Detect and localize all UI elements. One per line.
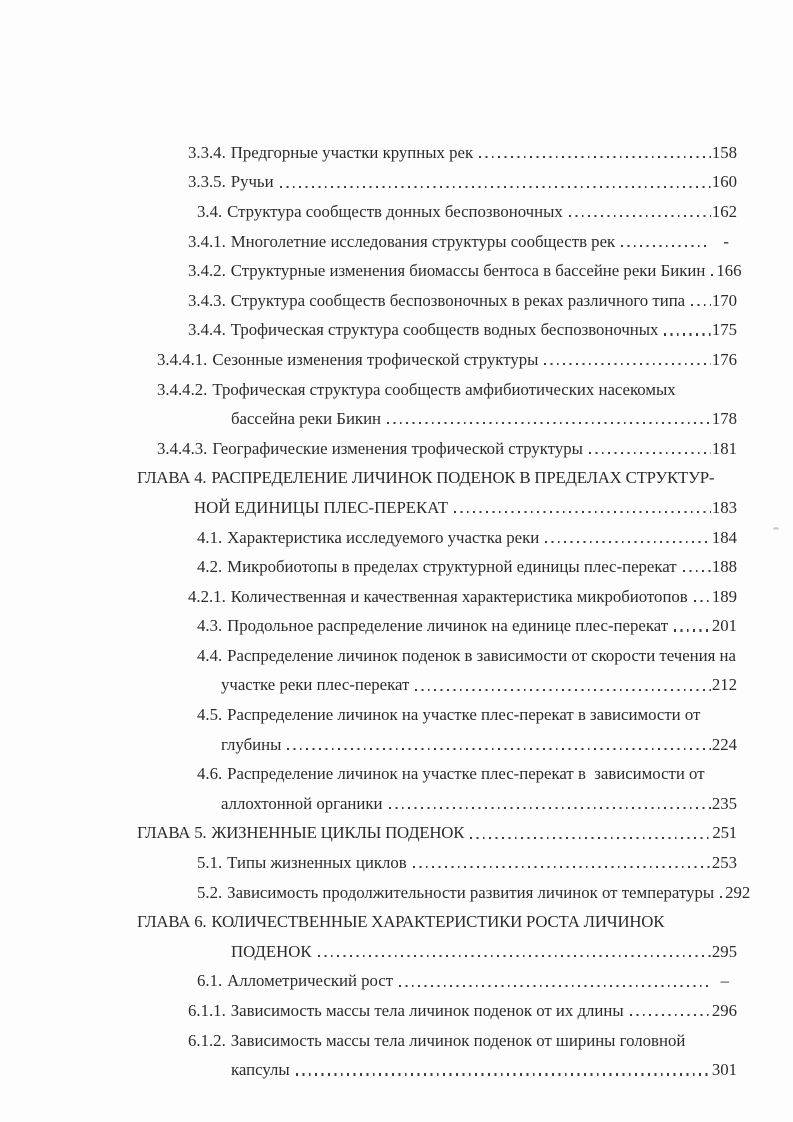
dot-leader [479,156,711,158]
toc-entry [0,1020,737,1050]
toc-entry [0,842,737,872]
toc-entry [0,990,737,1020]
toc-entry-title: РАСПРЕДЕЛЕНИЕ ЛИЧИНОК ПОДЕНОК В ПРЕДЕЛАХ СТРУКТУР- [211,468,715,488]
toc-entry-title: Предгорные участки крупных рек [230,142,474,162]
toc-entry-number: 6.1.2. [188,1030,226,1050]
toc-entry-number: 4.5. [197,705,223,725]
toc-entry [0,369,737,399]
toc-entry-number: 3.4. [197,201,223,221]
toc-entry [0,398,737,428]
toc-entry-page: 251 [712,823,737,843]
dot-leader [544,363,710,365]
dot-leader [569,215,711,217]
dot-leader [454,511,711,513]
toc-entry-number: 3.4.4.1. [157,349,208,369]
toc-entry-title: Аллометрический рост [227,971,394,991]
dot-leader [413,866,711,868]
toc-entry [0,132,737,162]
toc-entry-title: Структурные изменения биомассы бентоса в бассейне реки Бикин [230,261,706,281]
toc-entry-page: 160 [711,172,737,192]
toc-entry-number: 3.3.4. [188,142,226,162]
toc-entry-page: 253 [711,853,737,873]
toc-entry [0,753,737,783]
dot-leader [387,422,711,424]
toc-entry [0,961,737,991]
toc-entry-page: 189 [711,586,737,606]
toc-entry [0,221,737,251]
toc-entry-number: 4.3. [197,616,223,636]
toc-entry-title: Количественная и качественная характеристика микробиотопов [230,586,688,606]
toc-entry-title: Продольное распределение личинок на единице плес-перекат [227,616,669,636]
toc-entry [0,665,737,695]
toc-entry-number: 4.4. [197,645,223,665]
dot-leader [545,541,711,543]
toc-entry-title: Сезонные изменения трофической структуры [212,349,539,369]
dot-leader [664,333,710,335]
toc-entry-number: 3.4.4. [188,320,226,340]
toc-entry-page: 188 [711,557,737,577]
dot-leader [589,452,711,454]
toc-entry-number: 3.4.3. [188,290,226,310]
toc-entry-number: 4.1. [197,527,223,547]
toc-entry [0,1049,737,1079]
toc-entry-title: ПОДЕНОК [231,941,312,961]
toc-entry-page: 184 [711,527,737,547]
toc-entry-number: 3.4.1. [188,231,226,251]
toc-entry-page: 176 [711,349,737,369]
toc-entry-number: ГЛАВА 5. [137,823,207,843]
toc-entry [0,724,737,754]
toc-entry [0,310,737,340]
toc-entry-page: 212 [711,675,737,695]
toc-entry-page: – [720,971,729,991]
toc-entry-number: ГЛАВА 6. [137,912,207,932]
toc-entry-page: 178 [711,409,737,429]
dot-leader [683,570,711,572]
toc-entry-title: Структура сообществ донных беспозвоночных [227,201,563,221]
dot-leader [470,837,711,839]
toc-entry-page: 181 [711,438,737,458]
dot-leader [389,807,711,809]
toc-entry [0,546,737,576]
dot-leader [621,245,710,247]
toc-entry [0,517,737,547]
toc-entry-title: участке реки плес-перекат [221,675,410,695]
dot-leader [711,274,715,276]
dot-leader [415,689,710,691]
toc-entry [0,339,737,369]
toc-entry-title: бассейна реки Бикин [231,409,382,429]
toc-entry-number: 3.4.4.2. [157,379,208,399]
toc-entry-title: ЖИЗНЕННЫЕ ЦИКЛЫ ПОДЕНОК [211,823,465,843]
toc-entry [0,576,737,606]
toc-entry-page: 158 [711,142,737,162]
toc-entry-page: 166 [716,261,742,281]
toc-entry [0,458,737,488]
toc-entry [0,783,737,813]
dot-leader [399,985,707,987]
toc-entry-title: Географические изменения трофической структуры [212,438,583,458]
toc-entry-number: 6.1. [197,971,223,991]
toc-entry [0,813,737,843]
toc-entry-page: 301 [711,1060,737,1080]
toc-entry-title: Структура сообществ беспозвоночных в реках различного типа [230,290,686,310]
toc-entry-title: Зависимость массы тела личинок поденок от ширины головной [230,1030,686,1050]
toc-entry [0,931,737,961]
toc-list [0,132,751,1080]
toc-entry [0,694,737,724]
toc-entry-number: 5.2. [197,882,223,902]
toc-entry [0,872,751,902]
toc-entry-page: 183 [711,497,737,517]
toc-entry-page: 201 [711,616,737,636]
dot-leader [720,896,724,898]
toc-entry-title: Зависимость массы тела личинок поденок от их длины [230,1001,624,1021]
dot-leader [296,1073,711,1075]
toc-entry-title: Трофическая структура сообществ водных беспозвоночных [230,320,659,340]
toc-entry-page: 292 [725,882,751,902]
dot-leader [691,304,711,306]
toc-entry [0,606,737,636]
toc-entry-number: 5.1. [197,853,223,873]
toc-entry-page: 296 [711,1001,737,1021]
toc-entry-page: 175 [711,320,737,340]
toc-entry-page: - [723,231,729,251]
toc-entry-title: глубины [221,734,282,754]
dot-leader [630,1014,711,1016]
dot-leader [280,186,711,188]
toc-entry [0,162,737,192]
toc-entry-title: КОЛИЧЕСТВЕННЫЕ ХАРАКТЕРИСТИКИ РОСТА ЛИЧИНОК [211,912,665,932]
toc-entry-page: 224 [711,734,737,754]
toc-entry [0,250,742,281]
toc-entry-number: 6.1.1. [188,1001,226,1021]
toc-entry-title: Ручьи [230,172,274,192]
toc-entry-number: 3.3.5. [188,172,226,192]
toc-entry [0,487,737,517]
toc-entry [0,280,737,310]
toc-entry-title: Трофическая структура сообществ амфибиотических насекомых [212,379,676,399]
dot-leader [318,955,711,957]
toc-entry [0,901,737,931]
dot-leader [694,600,711,602]
toc-entry-title: НОЙ ЕДИНИЦЫ ПЛЕС-ПЕРЕКАТ [194,497,449,517]
toc-entry-title: Микробиотопы в пределах структурной единицы плес-перекат [227,557,677,577]
dot-leader [287,748,710,750]
toc-entry-number: 4.6. [197,764,223,784]
toc-entry-title: Распределение личинок поденок в зависимости от скорости течения на [227,645,736,665]
toc-entry [0,191,737,221]
toc-entry-page: 170 [711,290,737,310]
scan-artifact-speck [773,527,779,530]
toc-entry-number: 3.4.2. [188,261,226,281]
toc-entry-title: Типы жизненных циклов [227,853,407,873]
toc-entry-page: 295 [711,941,737,961]
toc-entry-title: капсулы [231,1060,290,1080]
dot-leader [674,629,711,631]
toc-entry [0,635,737,665]
toc-entry-page: 162 [711,201,737,221]
toc-entry-number: 4.2.1. [188,586,226,606]
toc-entry-number: 4.2. [197,557,223,577]
toc-entry-title: Распределение личинок на участке плес-перекат в зависимости от [227,705,701,725]
toc-entry-title: Многолетние исследования структуры сообществ рек [230,231,616,251]
toc-entry [0,428,737,458]
toc-entry-title: Характеристика исследуемого участка реки [227,527,540,547]
toc-entry-number: 3.4.4.3. [157,438,208,458]
toc-entry-title: аллохтонной органики [221,793,383,813]
toc-entry-number: ГЛАВА 4. [137,468,207,488]
toc-entry-page: 235 [711,793,737,813]
toc-entry-title: Зависимость продолжительности развития личинок от температуры [227,882,715,902]
toc-entry-title: Распределение личинок на участке плес-перекат в зависимости от [227,764,705,784]
